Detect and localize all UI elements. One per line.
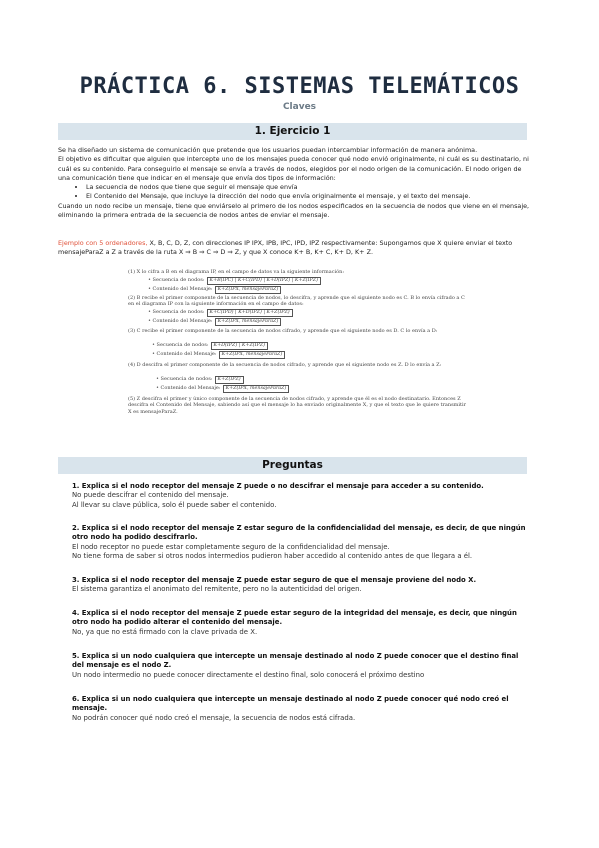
answer-text: Al llevar su clave pública, solo él puede saber el contenido. xyxy=(72,500,277,509)
question-text: 6. Explica si un nodo cualquiera que intercepte un mensaje destinado al nodo Z puede conocer qué nodo creó el mensaje. xyxy=(72,695,509,713)
exercise-intro xyxy=(58,146,530,220)
figure-seq-row: • Secuencia de nodos: K+C(IPD) | K+D(IPZ) | K+Z(IPZ) xyxy=(148,309,293,317)
seq-label: Secuencia de nodos: xyxy=(152,309,205,315)
answer-text: No puede descifrar el contenido del mensaje. xyxy=(72,491,229,500)
protocol-figure xyxy=(128,269,466,449)
figure-content-row: • Contenido del Mensaje: K+Z(IPX, mensajeParaZ) xyxy=(148,318,281,326)
figure-step: (2) B recibe el primer componente de la secuencia de nodos, lo descifra, y aprende que el siguiente nodo es C. B lo envía cifrado a C en el diagrama IP con la siguiente información en el campo de datos: xyxy=(128,295,465,308)
answer-text: El sistema garantiza el anonimato del remitente, pero no la autenticidad del origen. xyxy=(72,585,362,594)
content-box: K+Z(IPX, mensajeParaZ) xyxy=(223,385,290,393)
figure-content-row: • Contenido del Mensaje: K+Z(IPX, mensajeParaZ) xyxy=(152,351,285,359)
seq-box: K+Z(IPZ) xyxy=(215,376,244,384)
question-block xyxy=(72,482,532,510)
content-label: Contenido del Mensaje: xyxy=(152,318,213,324)
question-text: 2. Explica si el nodo receptor del mensaje Z estar seguro de la confidencialidad del mensaje, es decir, de que ningún otro nodo ha podido descifrarlo. xyxy=(72,524,526,542)
seq-box: K+D(IPZ) | K+Z(IPZ) xyxy=(211,342,268,350)
figure-content-row: • Contenido del Mensaje: K+Z(IPX, mensajeParaZ) xyxy=(156,385,289,393)
content-box: K+Z(IPX, mensajeParaZ) xyxy=(215,286,282,294)
answer-text: No tiene forma de saber si otros nodos intermedios pudieron haber accedido al contenido antes de que llegara a él. xyxy=(72,552,473,561)
figure-seq-row: • Secuencia de nodos: K+D(IPZ) | K+Z(IPZ) xyxy=(152,342,268,350)
figure-seq-row: • Secuencia de nodos: K+Z(IPZ) xyxy=(156,376,244,384)
seq-box: K+C(IPD) | K+D(IPZ) | K+Z(IPZ) xyxy=(207,309,293,317)
seq-label: Secuencia de nodos: xyxy=(152,277,205,283)
figure-step: (3) C recibe el primer componente de la secuencia de nodos cifrado, y aprende que el siguiente nodo es D. C lo envía a D: xyxy=(128,328,438,334)
question-block xyxy=(72,652,532,680)
answer-text: Un nodo intermedio no puede conocer directamente el destino final, solo conocerá el próximo destino xyxy=(72,670,425,679)
question-block xyxy=(72,695,532,723)
answer-text: El nodo receptor no puede estar completamente seguro de la confidencialidad del mensaje. xyxy=(72,542,390,551)
content-box: K+Z(IPX, mensajeParaZ) xyxy=(219,351,286,359)
question-text: 3. Explica si el nodo receptor del mensaje Z puede estar seguro de que el mensaje proviene del nodo X. xyxy=(72,576,477,584)
example-body: X, B, C, D, Z, con direcciones IP IPX, IPB, IPC, IPD, IPZ respectivamente: Supongamos que X quiere enviar el texto mensajeParaZ a Z a través de la ruta X ⇒ B ⇒ C ⇒ D ⇒ Z, y que X conoce K+ B, K+ C, K+ D, K+ Z. xyxy=(58,239,513,257)
section-heading-ejercicio-1: 1. Ejercicio 1 xyxy=(58,123,527,140)
content-label: Contenido del Mensaje: xyxy=(160,385,221,391)
question-text: 5. Explica si un nodo cualquiera que intercepte un mensaje destinado al nodo Z puede conocer que el destino final del mensaje es el nodo Z. xyxy=(72,652,519,670)
seq-label: Secuencia de nodos: xyxy=(156,342,209,348)
seq-box: K+B(IPC) | K+C(IPD) | K+D(IPZ) | K+Z(IPZ) xyxy=(207,277,321,285)
figure-seq-row: • Secuencia de nodos: K+B(IPC) | K+C(IPD) | K+D(IPZ) | K+Z(IPZ) xyxy=(148,277,321,285)
list-item: • El Contenido del Mensaje, que incluye la dirección del nodo que envía originalmente el mensaje, y el texto del mensaje. xyxy=(86,192,530,201)
question-block xyxy=(72,524,532,562)
question-text: 4. Explica si el nodo receptor del mensaje Z puede estar seguro de la integridad del mensaje, es decir, que ningún otro nodo ha podido alterar el contenido del mensaje. xyxy=(72,609,517,627)
question-block xyxy=(72,576,532,595)
figure-step: (4) D descifra el primer componente de la secuencia de nodos cifrado, y aprende que el siguiente nodo es Z. D lo envía a Z: xyxy=(128,362,442,368)
intro-paragraph: Se ha diseñado un sistema de comunicación que pretende que los usuarios puedan intercambiar información de manera anónima. xyxy=(58,146,478,154)
content-label: Contenido del Mensaje: xyxy=(152,286,213,292)
intro-paragraph: El objetivo es dificultar que alguien que intercepte uno de los mensajes pueda conocer qué nodo envió originalmente, ni cuál es su destinatario, ni cuál es su contenido. Para conseguirlo el mensaje se envía a través de nodos, elegidos por el nodo origen de la comunicación. El nodo origen de una comunicación tiene que indicar en el mensaje que envía dos tipos de información: xyxy=(58,155,529,182)
question-block xyxy=(72,609,532,637)
example-paragraph xyxy=(58,239,530,258)
content-label: Contenido del Mensaje: xyxy=(156,351,217,357)
figure-step: (5) Z descifra el primer y único componente de la secuencia de nodos cifrado, y aprende que él es el nodo destinatario. Entonces Z descifra el Contenido del Mensaje, sabiendo así que el mensaje lo ha enviado originalmente X, y que el texto que le quiere transmitir X es mensajeParaZ. xyxy=(128,396,467,415)
page-subtitle: Claves xyxy=(282,102,317,112)
content-box: K+Z(IPX, mensajeParaZ) xyxy=(215,318,282,326)
figure-step: (1) X lo cifra a B en el diagrama IP, en el campo de datos va la siguiente información: xyxy=(128,269,345,275)
page-title: PRÁCTICA 6. SISTEMAS TELEMÁTICOS xyxy=(79,74,520,99)
example-lead: Ejemplo con 5 ordenadores, xyxy=(58,239,148,247)
seq-label: Secuencia de nodos: xyxy=(160,376,213,382)
figure-content-row: • Contenido del Mensaje: K+Z(IPX, mensajeParaZ) xyxy=(148,286,281,294)
section-heading-preguntas: Preguntas xyxy=(58,457,527,474)
answer-text: No podrán conocer qué nodo creó el mensaje, la secuencia de nodos está cifrada. xyxy=(72,713,356,722)
intro-paragraph: Cuando un nodo recibe un mensaje, tiene que enviárselo al primero de los nodos especificados en la secuencia de nodos que viene en el mensaje, eliminando la primera entrada de la secuencia de nodos antes de enviar el mensaje. xyxy=(58,201,530,220)
info-list xyxy=(58,183,530,202)
list-item: • La secuencia de nodos que tiene que seguir el mensaje que envía xyxy=(86,183,530,192)
answer-text: No, ya que no está firmado con la clave privada de X. xyxy=(72,627,258,636)
question-text: 1. Explica si el nodo receptor del mensaje Z puede o no descifrar el mensaje para acceder a su contenido. xyxy=(72,482,484,490)
